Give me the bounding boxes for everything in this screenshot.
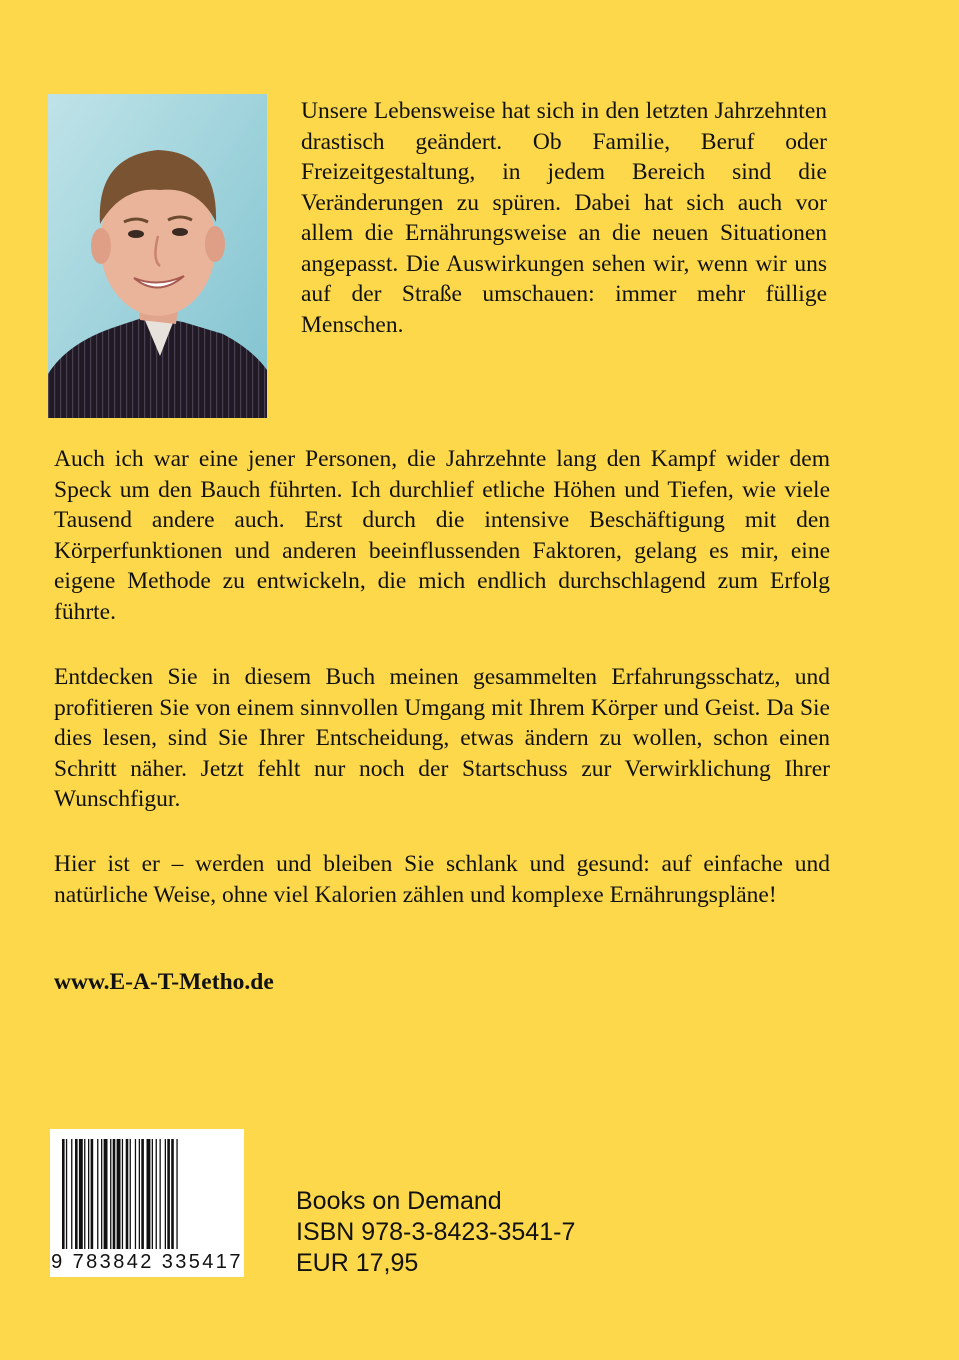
barcode-bar	[126, 1139, 129, 1249]
isbn-number: ISBN 978-3-8423-3541-7	[296, 1218, 576, 1246]
barcode-bar	[147, 1139, 151, 1249]
barcode-bar	[88, 1139, 89, 1249]
barcode-bar	[156, 1139, 157, 1249]
barcode-bar	[130, 1139, 131, 1249]
isbn-barcode	[50, 1129, 244, 1277]
body-paragraph-1: Auch ich war eine jener Personen, die Jahrzehnte lang den Kampf wider dem Speck um den Bauch führten. Ich durchlief etliche Höhen und Tiefen, wie viele Tausend andere auch. Erst durch die intensive Beschäftigung mit den Körperfunktionen und anderen beeinflussenden Faktoren, gelang es mir, eine eigene Methode zu entwickeln, die mich endlich durchschlagend zum Erfolg führte.	[54, 446, 830, 625]
barcode-bar	[152, 1139, 153, 1249]
barcode-digits: 9 783842 335417	[51, 1251, 243, 1273]
barcode-bar	[66, 1139, 67, 1249]
body-paragraph-2: Entdecken Sie in diesem Buch meinen gesammelten Erfahrungsschatz, und profitieren Sie von einem sinnvollen Umgang mit Ihrem Körper und Geist. Da Sie dies lesen, sind Sie Ihrer Entscheidung, etwas ändern zu wollen, schon einen Schritt näher. Jetzt fehlt nur noch der Startschuss zur Verwirklichung Ihrer Wunschfigur.	[54, 664, 830, 812]
barcode-bar	[110, 1139, 111, 1249]
barcode-bar	[160, 1139, 161, 1249]
barcode-bar	[113, 1139, 116, 1249]
barcode-bar	[97, 1139, 98, 1249]
barcode-bar	[135, 1139, 136, 1249]
publisher-block	[296, 1186, 575, 1279]
barcode-bar	[62, 1139, 65, 1249]
price: EUR 17,95	[296, 1249, 419, 1277]
barcode-bar	[139, 1139, 140, 1249]
barcode-bar	[165, 1139, 166, 1249]
intro-paragraph: Unsere Lebensweise hat sich in den letzten Jahrzehnten drastisch geändert. Ob Familie, Beruf oder Freizeitgestaltung, in jedem Bereich sind die Veränderungen zu spüren. Dabei hat sich auch vor allem die Ernährungsweise an die neuen Situationen angepasst. Die Auswirkungen sehen wir, wenn wir uns auf der Straße umschauen: immer mehr füllige Menschen.	[301, 98, 827, 338]
body-paragraph-3: Hier ist er – werden und bleiben Sie schlank und gesund: auf einfache und natürliche Weise, ohne viel Kalorien zählen und komplexe Ernährungspläne!	[54, 851, 830, 908]
barcode-bar	[84, 1139, 85, 1249]
barcode-bar	[141, 1139, 144, 1249]
barcode-bar	[71, 1139, 72, 1249]
website-url: www.E-A-T-Metho.de	[54, 969, 274, 995]
barcode-bar	[101, 1139, 102, 1249]
barcode-bar	[176, 1139, 177, 1249]
barcode-bar	[171, 1139, 174, 1249]
author-photo	[48, 94, 267, 418]
publisher-name: Books on Demand	[296, 1187, 502, 1215]
barcode-bar	[104, 1139, 108, 1249]
barcode-bar	[117, 1139, 121, 1249]
barcode-bar	[75, 1139, 78, 1249]
barcode-bar	[167, 1139, 170, 1249]
barcode-bar	[91, 1139, 94, 1249]
barcode-bar	[122, 1139, 123, 1249]
barcode-bar	[79, 1139, 83, 1249]
